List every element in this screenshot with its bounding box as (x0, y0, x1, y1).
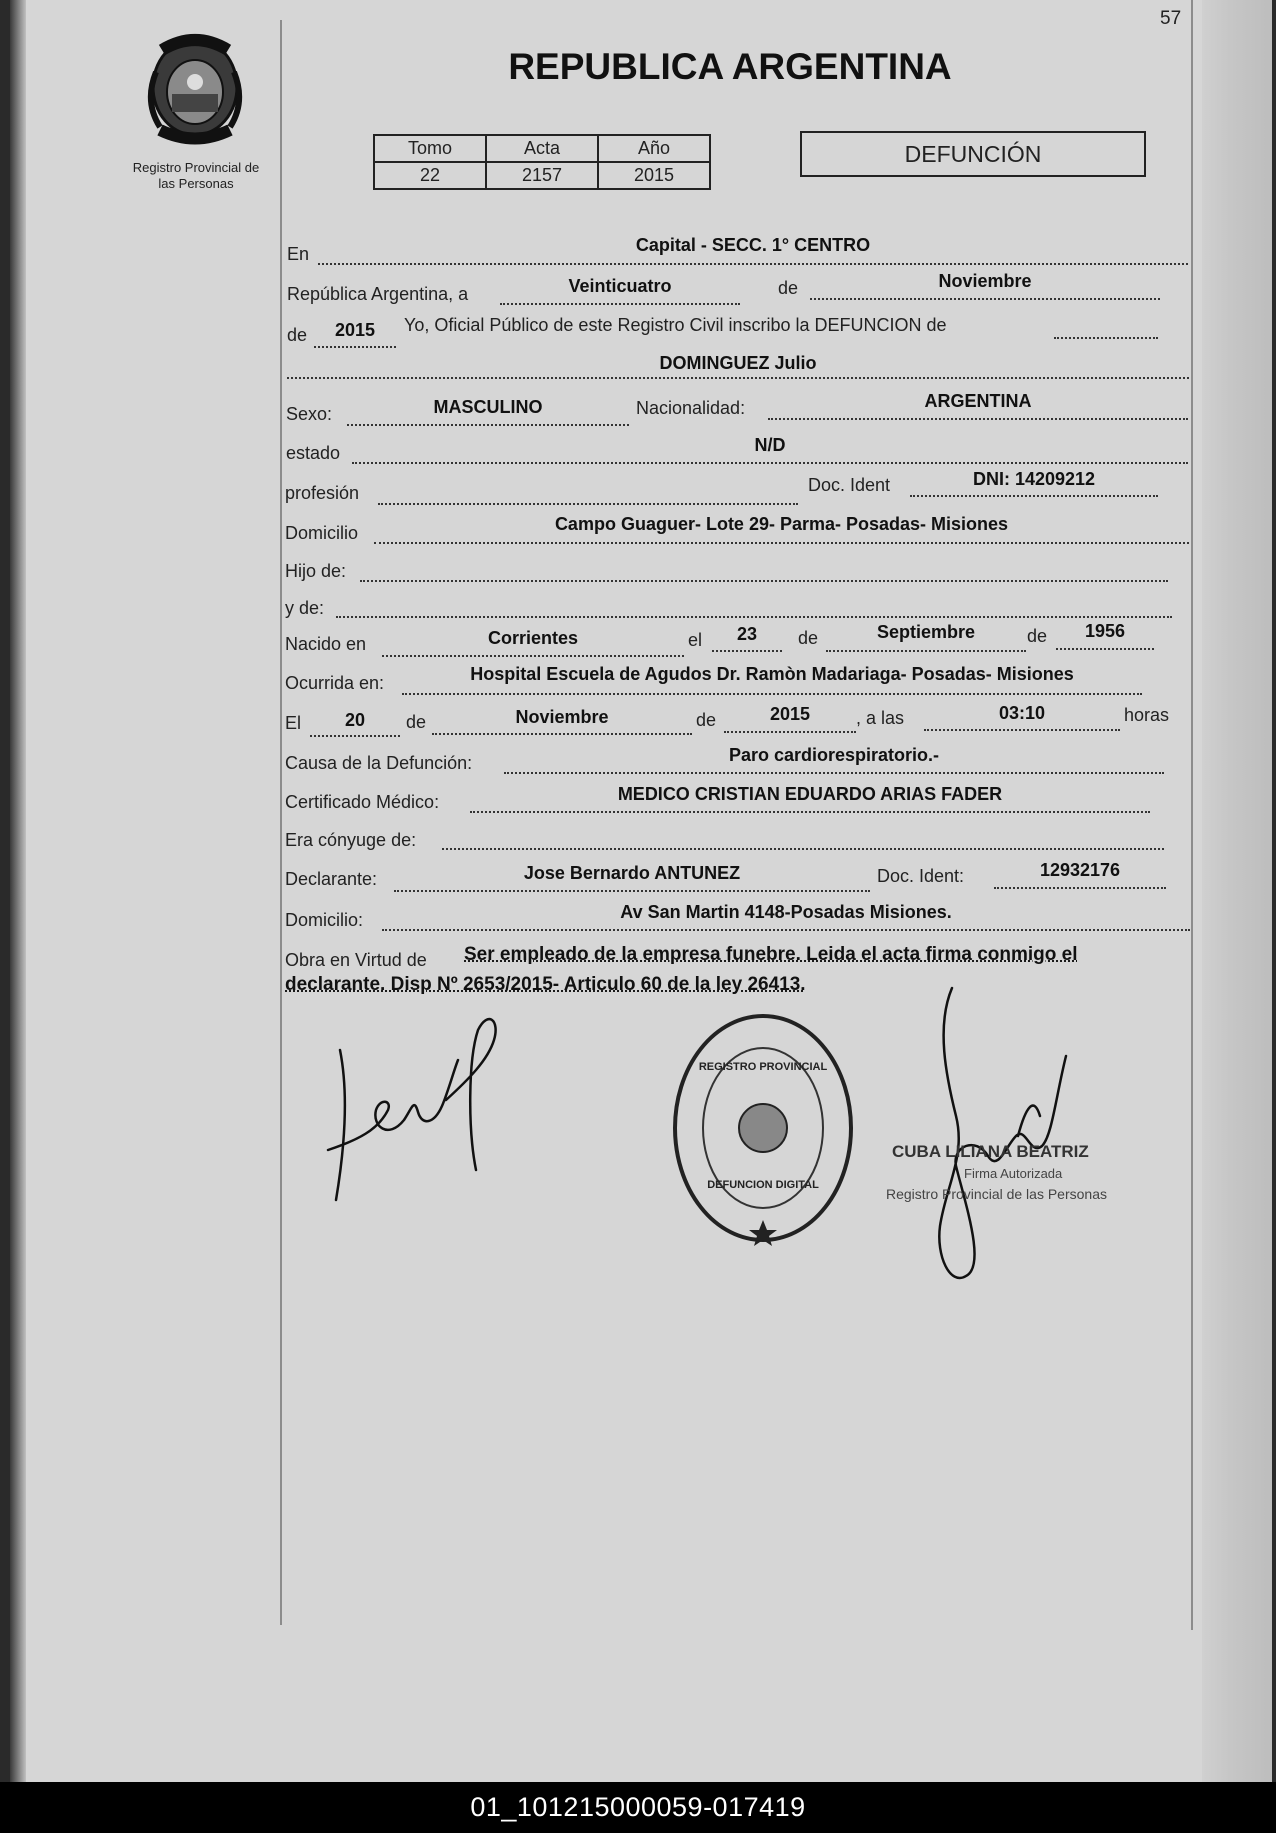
official-office: Registro Provincial de las Personas (886, 1186, 1107, 1202)
register-value-tomo: 22 (374, 162, 486, 189)
document-title: REPUBLICA ARGENTINA (508, 46, 952, 87)
nacido-en-dotted-line (382, 655, 684, 657)
svg-text:REGISTRO PROVINCIAL: REGISTRO PROVINCIAL (698, 1061, 828, 1073)
obra-value-line1: Ser empleado de la empresa funebre. Leida el acta firma conmigo el (464, 944, 1078, 965)
provincial-coat-of-arms-logo (142, 32, 248, 148)
death-month-dotted-line (432, 733, 692, 735)
birth-day-value: 23 (736, 624, 758, 644)
register-table-value-row (374, 162, 710, 189)
death-day-dotted-line (310, 735, 400, 737)
official-signature (926, 986, 1096, 1286)
scan-footer-bar (0, 1782, 1276, 1833)
certificado-value: MEDICO CRISTIAN EDUARDO ARIAS FADER (617, 784, 1003, 804)
certificado-label: Certificado Médico: (285, 792, 440, 812)
birth-year-value: 1956 (1084, 621, 1126, 641)
profesion-dotted-line (378, 503, 798, 505)
republica-label: República Argentina, a (287, 284, 469, 304)
official-registry-stamp (668, 1008, 858, 1248)
birth-de1-label: de (798, 628, 819, 648)
official-role: Firma Autorizada (964, 1166, 1063, 1181)
nacionalidad-value: ARGENTINA (924, 391, 1032, 411)
ocurrida-en-label: Ocurrida en: (285, 673, 385, 693)
nacido-en-value: Corrientes (487, 628, 579, 648)
doc-ident-dotted-line (910, 495, 1158, 497)
day-dotted-line (500, 303, 740, 305)
year-dotted-line (314, 346, 396, 348)
death-time-dotted-line (924, 729, 1120, 731)
death-year-value: 2015 (769, 704, 811, 724)
register-value-acta: 2157 (486, 162, 598, 189)
logo-caption-line2: las Personas (158, 176, 234, 191)
declarante-domicilio-dotted-line (382, 929, 1190, 931)
causa-label: Causa de la Defunción: (285, 753, 473, 773)
declarante-doc-value: 12932176 (1039, 860, 1121, 880)
death-de2-label: de (696, 710, 717, 730)
nacionalidad-label: Nacionalidad: (636, 398, 746, 418)
doc-ident-label: Doc. Ident (808, 475, 891, 495)
svg-text:DEFUNCION DIGITAL: DEFUNCION DIGITAL (707, 1179, 819, 1191)
hijo-de-label: Hijo de: (285, 561, 347, 581)
hijo-de-dotted-line (360, 580, 1168, 582)
conyuge-dotted-line (442, 848, 1164, 850)
estado-value: N/D (754, 435, 786, 455)
declarante-domicilio-value: Av San Martin 4148-Posadas Misiones. (620, 902, 952, 922)
nacido-en-label: Nacido en (285, 634, 367, 654)
en-label: En (287, 244, 310, 264)
y-de-dotted-line (336, 616, 1172, 618)
domicilio-value: Campo Guaguer- Lote 29- Parma- Posadas- Misiones (554, 514, 1009, 534)
declarante-dotted-line (394, 890, 870, 892)
month-dotted-line (810, 298, 1160, 300)
declarante-value: Jose Bernardo ANTUNEZ (523, 863, 741, 883)
birth-day-dotted-line (712, 650, 782, 652)
inscribo-dotted-line (1054, 337, 1158, 339)
horas-label: horas (1124, 705, 1170, 725)
declarante-doc-label: Doc. Ident: (877, 866, 965, 886)
inscribo-text: Yo, Oficial Público de este Registro Civil inscribo la DEFUNCION de (404, 315, 947, 335)
sexo-value: MASCULINO (433, 397, 543, 417)
death-year-dotted-line (724, 731, 856, 733)
register-header-anio: Año (598, 135, 710, 162)
declarante-label: Declarante: (285, 869, 378, 889)
declarante-doc-dotted-line (994, 887, 1166, 889)
document-type-box: DEFUNCIÓN (800, 131, 1146, 177)
causa-dotted-line (504, 772, 1164, 774)
birth-year-dotted-line (1056, 648, 1154, 650)
birth-month-value: Septiembre (876, 622, 976, 642)
register-header-acta: Acta (486, 135, 598, 162)
birth-el-label: el (688, 630, 703, 650)
month-de-label: de (778, 278, 799, 298)
ocurrida-en-dotted-line (402, 693, 1142, 695)
obra-en-virtud-label: Obra en Virtud de (285, 950, 427, 970)
death-time-value: 03:10 (998, 703, 1046, 723)
right-margin-rule (1191, 0, 1193, 1630)
certificado-dotted-line (470, 811, 1150, 813)
profesion-label: profesión (285, 483, 360, 503)
a-las-label: , a las (856, 708, 905, 728)
ocurrida-en-value: Hospital Escuela de Agudos Dr. Ramòn Madariaga- Posadas- Misiones (470, 664, 1074, 684)
declarant-signature (318, 1000, 548, 1220)
official-name: CUBA LILIANA BEATRIZ (892, 1142, 1089, 1161)
register-value-anio: 2015 (598, 162, 710, 189)
register-table-header-row (374, 135, 710, 162)
register-header-tomo: Tomo (374, 135, 486, 162)
month-value: Noviembre (938, 271, 1032, 291)
scan-file-id: 01_101215000059-017419 (470, 1792, 806, 1822)
nacionalidad-dotted-line (768, 418, 1188, 420)
sheet-left-edge (10, 0, 26, 1782)
day-words-value: Veinticuatro (568, 276, 672, 296)
causa-value: Paro cardiorespiratorio.- (728, 745, 940, 765)
page-number: 57 (1160, 8, 1182, 29)
death-month-value: Noviembre (515, 707, 609, 727)
register-table (373, 134, 711, 190)
sexo-label: Sexo: (286, 404, 333, 424)
left-margin-rule (280, 20, 282, 1625)
en-value: Capital - SECC. 1° CENTRO (635, 235, 871, 255)
death-de1-label: de (406, 712, 427, 732)
estado-dotted-line (352, 462, 1188, 464)
doc-ident-value: DNI: 14209212 (972, 469, 1096, 489)
year-value: 2015 (334, 320, 376, 340)
death-day-value: 20 (344, 710, 366, 730)
birth-month-dotted-line (826, 650, 1026, 652)
en-dotted-line (318, 263, 1188, 265)
declarante-domicilio-label: Domicilio: (285, 910, 364, 930)
domicilio-label: Domicilio (285, 523, 359, 543)
logo-caption-line1: Registro Provincial de (132, 160, 260, 175)
estado-label: estado (286, 443, 341, 463)
deceased-name-value: DOMINGUEZ Julio (659, 353, 817, 373)
logo-caption (116, 160, 276, 192)
sheet-right-edge (1202, 0, 1272, 1782)
conyuge-label: Era cónyuge de: (285, 830, 417, 850)
birth-de2-label: de (1027, 626, 1048, 646)
y-de-label: y de: (285, 598, 325, 618)
name-dotted-line (287, 377, 1189, 379)
obra-value-line2: declarante. Disp Nº 2653/2015- Articulo 60 de la ley 26413. (285, 974, 806, 995)
death-el-label: El (285, 713, 302, 733)
domicilio-dotted-line (374, 542, 1189, 544)
sexo-dotted-line (347, 424, 629, 426)
year-de-label: de (287, 325, 308, 345)
